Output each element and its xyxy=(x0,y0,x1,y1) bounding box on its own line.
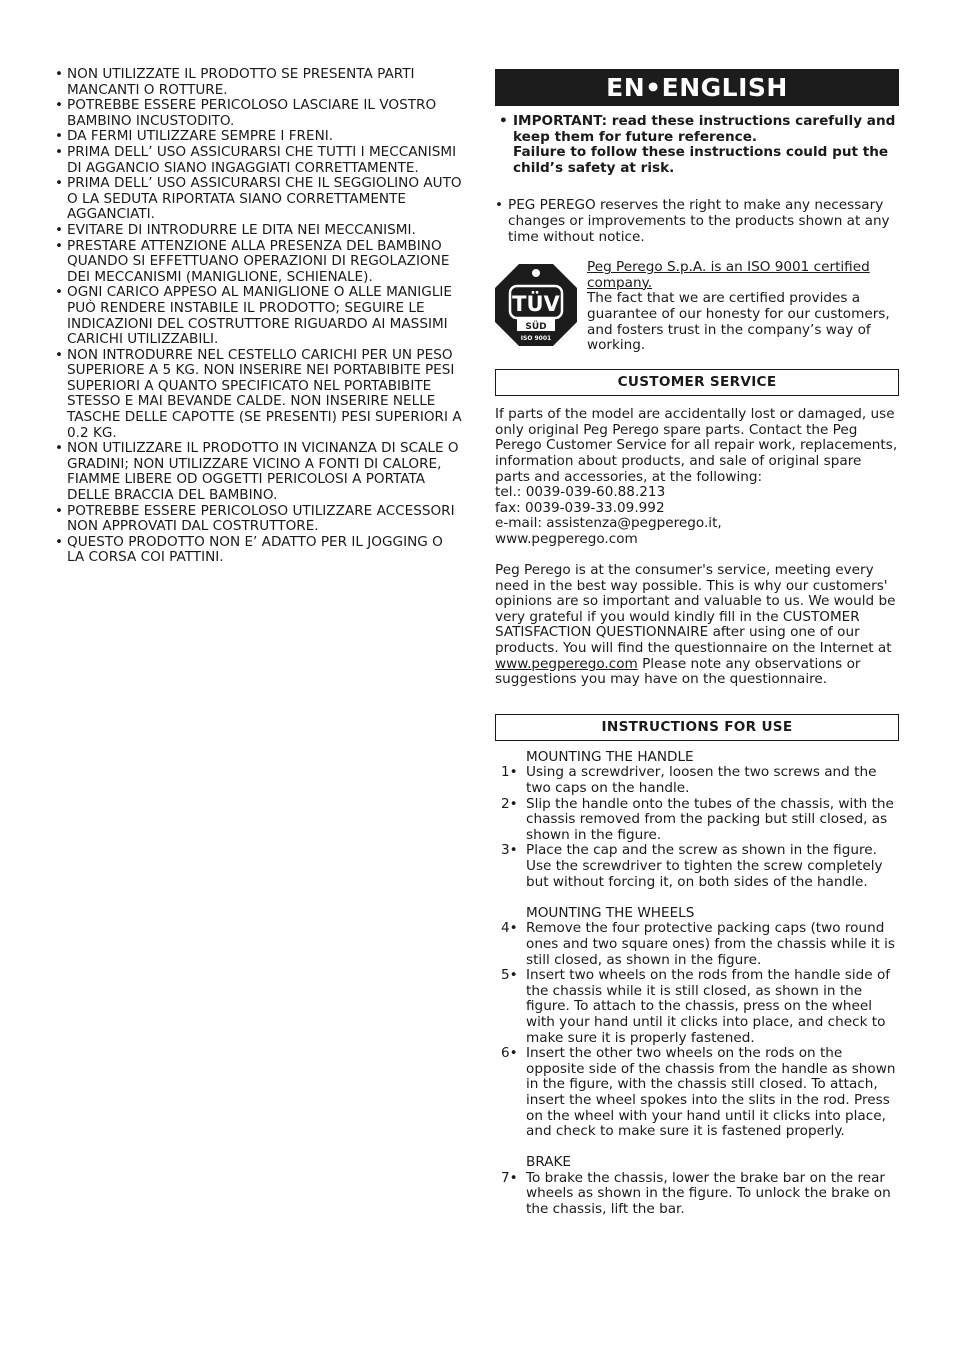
cs-para-1: If parts of the model are accidentally lost or damaged, use only original Peg Perego spare parts. Contact the Peg Perego Customer Service for all repair work, replacements, information about products, and sale of original spare parts and accessories, at the following: xyxy=(495,406,898,485)
step-number: 2• xyxy=(501,795,518,812)
reserves-text: PEG PEREGO reserves the right to make any necessary changes or improvements to the products shown at any time without notice. xyxy=(508,197,890,245)
step-item xyxy=(495,843,899,890)
important-line-2: Failure to follow these instructions could put the child’s safety at risk. xyxy=(513,144,889,176)
instructions-heading: INSTRUCTIONS FOR USE xyxy=(495,714,899,741)
warning-item: • NON UTILIZZATE IL PRODOTTO SE PRESENTA PARTI MANCANTI O ROTTURE. xyxy=(55,67,463,98)
iso-certification xyxy=(495,260,899,356)
step-text: Insert the other two wheels on the rods on the opposite side of the chassis from the handle as shown in the figure, with the chassis still closed. To attach, insert the wheel spokes into the slits in the rod. Press on the wheel with your hand until it clicks into place, and check to make sure it is fastened properly. xyxy=(526,1045,896,1140)
important-line-1: IMPORTANT: read these instructions carefully and keep them for future reference. xyxy=(513,113,896,145)
tuv-mark: TÜV xyxy=(512,292,560,317)
step-item xyxy=(495,1046,899,1140)
language-banner: EN•ENGLISH xyxy=(495,69,899,106)
iso-underlined: Peg Perego S.p.A. is an ISO 9001 certified company. xyxy=(587,259,870,291)
step-item xyxy=(495,765,899,796)
warning-item: • POTREBBE ESSERE PERICOLOSO UTILIZZARE ACCESSORI NON APPROVATI DAL COSTRUTTORE. xyxy=(55,504,463,535)
cs-fax: fax: 0039-039-33.09.992 xyxy=(495,499,665,516)
tuv-sub: SÜD xyxy=(525,322,547,333)
customer-service-body xyxy=(495,407,899,688)
bullet-icon: • xyxy=(495,197,504,214)
step-text: Slip the handle onto the tubes of the chassis, with the chassis removed from the packing but still closed, as shown in the figure. xyxy=(526,795,894,843)
english-column xyxy=(495,69,899,1218)
handle-section-title: MOUNTING THE HANDLE xyxy=(526,748,694,765)
step-text: Place the cap and the screw as shown in the figure. Use the screwdriver to tighten the screw completely but without forcing it, on both sides of the handle. xyxy=(526,842,883,890)
important-notice xyxy=(495,114,899,176)
warning-item: • QUESTO PRODOTTO NON E’ ADATTO PER IL JOGGING O LA CORSA COI PATTINI. xyxy=(55,535,463,566)
customer-service-heading: CUSTOMER SERVICE xyxy=(495,369,899,396)
warning-item: • PRESTARE ATTENZIONE ALLA PRESENZA DEL BAMBINO QUANDO SI EFFETTUANO OPERAZIONI DI REGOLAZIONE DEI MECCANISMI (MANIGLIONE, SCHIENALE). xyxy=(55,239,463,286)
step-item xyxy=(495,1171,899,1218)
iso-text xyxy=(587,260,899,354)
warning-item: • PRIMA DELL’ USO ASSICURARSI CHE TUTTI I MECCANISMI DI AGGANCIO SIANO INGAGGIATI CORRETTAMENTE. xyxy=(55,145,463,176)
step-item xyxy=(495,921,899,968)
bullet-icon: • xyxy=(499,113,508,129)
step-item xyxy=(495,968,899,1046)
warning-list xyxy=(55,67,463,566)
cs-email: e-mail: assistenza@pegperego.it, xyxy=(495,515,722,532)
italian-warnings-column xyxy=(55,67,463,566)
warning-item: • DA FERMI UTILIZZARE SEMPRE I FRENI. xyxy=(55,129,463,145)
cs-para-2 xyxy=(495,563,899,688)
instructions-body xyxy=(495,750,899,1218)
step-text: To brake the chassis, lower the brake bar on the rear wheels as shown in the figure. To unlock the brake on the chassis, lift the bar. xyxy=(526,1169,891,1218)
step-number: 4• xyxy=(501,920,518,937)
cs-para-2-text: Peg Perego is at the consumer's service, meeting every need in the best way possible. This is why our customers' opinions are so important and valuable to us. We would be very grateful if you would kindly fill in the CUSTOMER SATISFACTION QUESTIONNAIRE after using one of our products. You will find the questionnaire on the Internet at xyxy=(495,562,896,657)
pegperego-link[interactable]: www.pegperego.com xyxy=(495,655,638,672)
step-number: 3• xyxy=(501,842,518,859)
warning-item: • PRIMA DELL’ USO ASSICURARSI CHE IL SEGGIOLINO AUTO O LA SEDUTA RIPORTATA SIANO CORRETTAMENTE AGGANCIATI. xyxy=(55,176,463,223)
warning-item: • NON INTRODURRE NEL CESTELLO CARICHI PER UN PESO SUPERIORE A 5 KG. NON INSERIRE NEI PORTABIBITE PESI SUPERIORI A QUANTO SPECIFICATO NEL PORTABIBITE STESSO E MAI BEVANDE CALDE. NON INSERIRE NELLE TASCHE DELLE CAPOTTE (SE PRESENTI) PESI SUPERIORI A 0.2 KG. xyxy=(55,348,463,442)
cs-web: www.pegperego.com xyxy=(495,530,638,547)
warning-item: • EVITARE DI INTRODURRE LE DITA NEI MECCANISMI. xyxy=(55,223,463,239)
wheels-section-title: MOUNTING THE WHEELS xyxy=(526,904,695,921)
step-number: 6• xyxy=(501,1045,518,1062)
iso-rest: The fact that we are certified provides a guarantee of our honesty for our customers, and fosters trust in the company’s way of working. xyxy=(587,290,890,354)
warning-item: • POTREBBE ESSERE PERICOLOSO LASCIARE IL VOSTRO BAMBINO INCUSTODITO. xyxy=(55,98,463,129)
step-text: Remove the four protective packing caps (two round ones and two square ones) from the chassis while it is still closed, as shown in the figure. xyxy=(526,920,895,968)
cs-tel: tel.: 0039-039-60.88.213 xyxy=(495,484,666,501)
brake-section-title: BRAKE xyxy=(526,1154,572,1171)
tuv-iso: ISO 9001 xyxy=(520,335,552,343)
step-number: 5• xyxy=(501,967,518,984)
step-text: Using a screwdriver, loosen the two screws and the two caps on the handle. xyxy=(526,764,877,797)
step-text: Insert two wheels on the rods from the handle side of the chassis while it is still closed, as shown in the figure. To attach to the chassis, press on the wheel with your hand until it clicks into place, and check to make sure it is properly fastened. xyxy=(526,967,891,1046)
step-number: 1• xyxy=(501,764,518,781)
cs-para-2-end: Please note any observations or suggestions you may have on the questionnaire. xyxy=(495,655,861,688)
step-item xyxy=(495,797,899,844)
warning-item: • OGNI CARICO APPESO AL MANIGLIONE O ALLE MANIGLIE PUÒ RENDERE INSTABILE IL PRODOTTO; SEGUIRE LE INDICAZIONI DEL COSTRUTTORE RIGUARDO AI MASSIMI CARICHI UTILIZZABILI. xyxy=(55,285,463,347)
warning-item: • NON UTILIZZARE IL PRODOTTO IN VICINANZA DI SCALE O GRADINI; NON UTILIZZARE VICINO A FONTI DI CALORE, FIAMME LIBERE OD OGGETTI PERICOLOSI A PORTATA DELLE BRACCIA DEL BAMBINO. xyxy=(55,441,463,503)
step-number: 7• xyxy=(501,1169,518,1186)
reserves-notice xyxy=(495,198,899,245)
tuv-sud-iso-logo-icon xyxy=(495,264,577,346)
